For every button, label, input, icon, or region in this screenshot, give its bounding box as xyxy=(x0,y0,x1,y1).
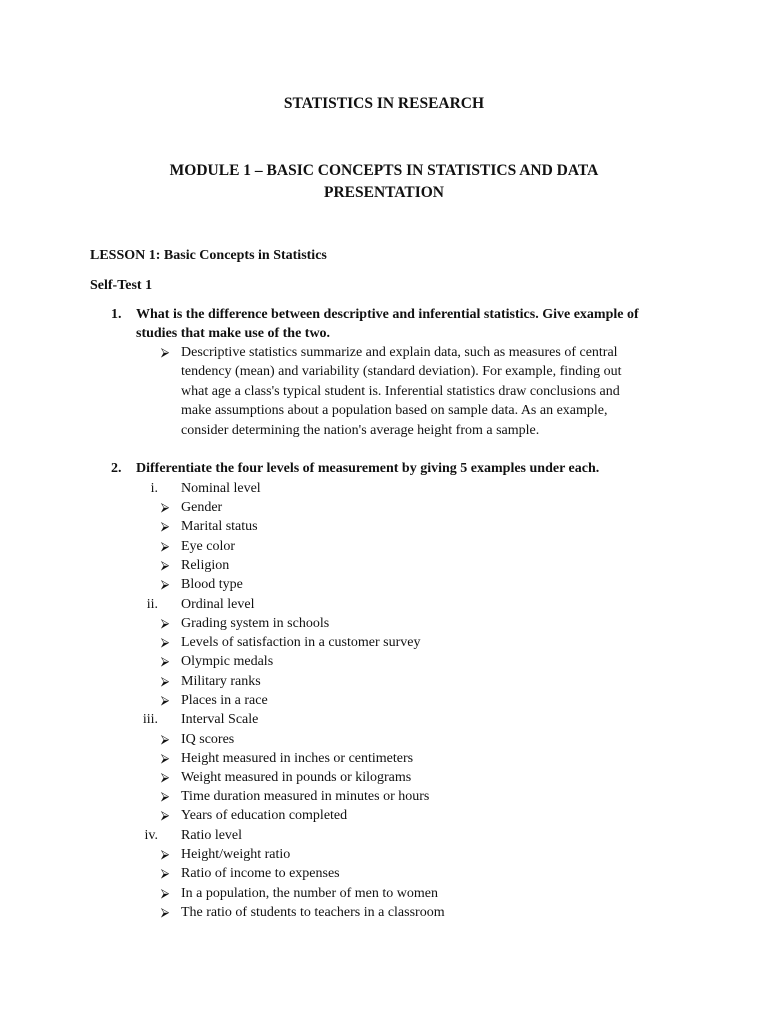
example-item: Time duration measured in minutes or hours xyxy=(181,789,430,804)
arrow-bullet-icon: ⮚ xyxy=(160,616,170,630)
example-item: Blood type xyxy=(181,577,243,592)
example-item: Gender xyxy=(181,500,223,515)
arrow-bullet-icon: ⮚ xyxy=(160,866,170,880)
example-item: Height measured in inches or centimeters xyxy=(181,751,414,766)
level-label: Ratio level xyxy=(181,828,243,843)
arrow-bullet-icon: ⮚ xyxy=(160,674,170,688)
example-item: In a population, the number of men to women xyxy=(181,886,438,901)
level-numeral: i. xyxy=(150,481,158,496)
question-1-text xyxy=(136,305,696,344)
arrow-bullet-icon: ⮚ xyxy=(160,519,170,533)
example-item: Eye color xyxy=(181,539,236,554)
level-label: Interval Scale xyxy=(181,712,259,727)
example-item: The ratio of students to teachers in a classroom xyxy=(181,905,445,920)
example-item: Grading system in schools xyxy=(181,616,330,631)
example-item: Places in a race xyxy=(181,693,268,708)
module-heading xyxy=(0,160,768,204)
arrow-bullet-icon: ⮚ xyxy=(160,635,170,649)
example-item: Olympic medals xyxy=(181,654,274,669)
answer-line: Descriptive statistics summarize and explain data, such as measures of central xyxy=(181,345,618,360)
answer-line: consider determining the nation's average height from a sample. xyxy=(181,422,540,438)
example-item: Weight measured in pounds or kilograms xyxy=(181,770,412,785)
arrow-bullet-icon: ⮚ xyxy=(160,558,170,572)
arrow-bullet-icon: ⮚ xyxy=(160,500,170,514)
arrow-bullet-icon: ⮚ xyxy=(160,789,170,803)
arrow-bullet-icon: ⮚ xyxy=(160,693,170,707)
question-1-line2: studies that make use of the two. xyxy=(136,326,331,342)
arrow-bullet-icon: ⮚ xyxy=(160,905,170,919)
question-2-number: 2. xyxy=(111,461,122,476)
example-item: Ratio of income to expenses xyxy=(181,866,340,881)
level-label: Ordinal level xyxy=(181,597,255,612)
module-heading-line2: PRESENTATION xyxy=(323,184,444,201)
level-label: Nominal level xyxy=(181,481,261,496)
example-item: Levels of satisfaction in a customer survey xyxy=(181,635,421,650)
question-1-number: 1. xyxy=(111,307,122,322)
arrow-bullet-icon: ⮚ xyxy=(160,654,170,668)
example-item: Years of education completed xyxy=(181,808,348,823)
arrow-bullet-icon: ⮚ xyxy=(160,808,170,822)
level-numeral: iv. xyxy=(144,828,158,843)
self-test-heading: Self-Test 1 xyxy=(90,278,153,293)
answer-line: make assumptions about a population based on sample data. As an example, xyxy=(181,403,608,419)
example-item: Military ranks xyxy=(181,674,261,689)
level-numeral: ii. xyxy=(146,597,158,612)
example-item: Religion xyxy=(181,558,230,573)
question-1-line1: What is the difference between descriptive and inferential statistics. Give example of xyxy=(136,307,639,322)
arrow-bullet-icon: ⮚ xyxy=(160,770,170,784)
level-numeral: iii. xyxy=(142,712,158,727)
example-item: Height/weight ratio xyxy=(181,847,291,862)
example-item: Marital status xyxy=(181,519,258,534)
answer-line: tendency (mean) and variability (standard deviation). For example, finding out xyxy=(181,364,622,380)
arrow-bullet-icon: ⮚ xyxy=(160,886,170,900)
lesson-heading: LESSON 1: Basic Concepts in Statistics xyxy=(90,248,327,263)
document-title: STATISTICS IN RESEARCH xyxy=(283,95,485,112)
arrow-bullet-icon: ⮚ xyxy=(160,539,170,553)
example-item: IQ scores xyxy=(181,732,235,747)
question-2-text: Differentiate the four levels of measurement by giving 5 examples under each. xyxy=(136,461,600,476)
arrow-bullet-icon: ⮚ xyxy=(160,345,170,359)
module-heading-line1: MODULE 1 – BASIC CONCEPTS IN STATISTICS AND DATA xyxy=(169,162,599,179)
arrow-bullet-icon: ⮚ xyxy=(160,847,170,861)
arrow-bullet-icon: ⮚ xyxy=(160,751,170,765)
answer-line: what age a class's typical student is. Inferential statistics draw conclusions and xyxy=(181,383,620,399)
arrow-bullet-icon: ⮚ xyxy=(160,732,170,746)
arrow-bullet-icon: ⮚ xyxy=(160,577,170,591)
question-1-answer xyxy=(181,343,681,440)
